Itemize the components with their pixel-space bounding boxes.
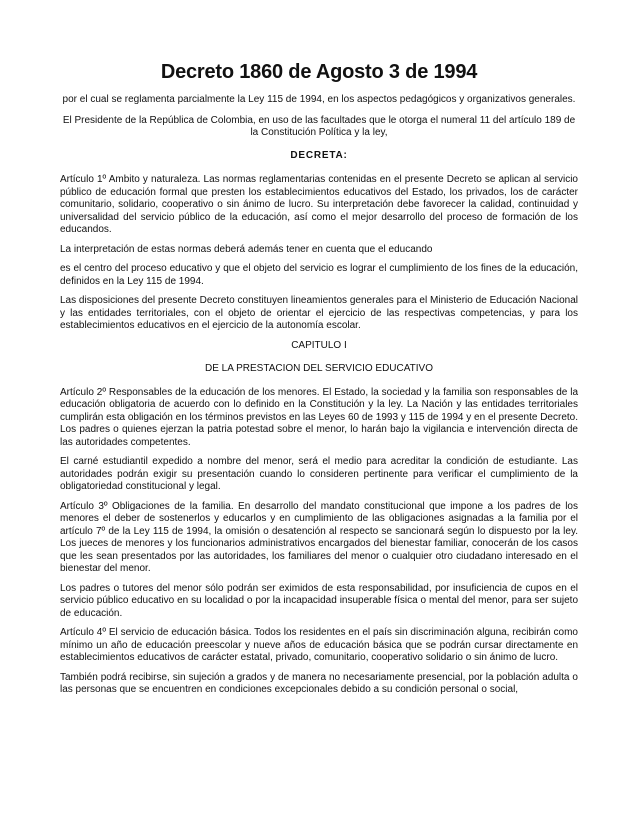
interpretation-paragraph: La interpretación de estas normas deberá además tener en cuenta que el educando	[60, 243, 433, 255]
preamble: El Presidente de la República de Colombia, en uso de las facultades que le otorga el numeral 11 del artículo 189 de la Constitución Política y la ley,	[62, 114, 576, 138]
disposiciones-paragraph: Las disposiciones del presente Decreto constituyen lineamientos generales para el Ministerio de Educación Nacional y las entidades territoriales, con el objeto de orientar el ejercicio de las respectivas competencias, y para los establecimientos educativos en el ejercicio de la autonomía escolar.	[60, 295, 578, 331]
article-2-paragraph: Artículo 2º Responsables de la educación de los menores. El Estado, la sociedad y la familia son responsables de la educación obligatoria de acuerdo con lo definido en la Constitución y la ley. La Nación y las entidades territoriales cumplirán esta obligación en los términos previstos en las Leyes 60 de 1993 y 115 de 1994 y en el presente Decreto. Los padres o quienes ejerzan la patria potestad sobre el menor, lo harán bajo la vigilancia e intervención directa de las autoridades competentes.	[60, 386, 578, 448]
padres-paragraph: Los padres o tutores del menor sólo podrán ser eximidos de esta responsabilidad, por insuficiencia de cupos en el servicio público educativo en su localidad o por la incapacidad insuperable física o mental del menor, para ser sujeto de educación.	[60, 582, 578, 619]
document-subtitle: por el cual se reglamenta parcialmente la Ley 115 de 1994, en los aspectos pedagógicos y organizativos generales.	[62, 94, 576, 105]
document-title: Decreto 1860 de Agosto 3 de 1994	[160, 61, 478, 83]
article-4-paragraph: Artículo 4º El servicio de educación básica. Todos los residentes en el país sin discriminación alguna, recibirán como mínimo un año de educación preescolar y nueve años de educación básica que se podrán cursar directamente en establecimientos educativos de carácter estatal, privado, comunitario, cooperativo solidario o sin ánimo de lucro.	[60, 627, 578, 663]
article-1-paragraph: Artículo 1º Ambito y naturaleza. Las normas reglamentarias contenidas en el presente Decreto se aplican al servicio público de educación formal que presten los establecimientos educativos del Estado, los privados, los de carácter comunitario, solidario, cooperativo o sin ánimo de lucro. Su interpretación debe favorecer la calidad, continuidad y universalidad del servicio público de la educación, así como el mejor desarrollo del proceso de formación de los educandos.	[60, 174, 578, 235]
chapter-number: CAPITULO I	[291, 339, 347, 351]
decreta-heading: DECRETA:	[290, 149, 348, 161]
article-3-paragraph: Artículo 3º Obligaciones de la familia. En desarrollo del mandato constitucional que impone a los padres de los menores el deber de sostenerlos y educarlos y en cumplimiento de las obligaciones asignadas a la familia por el artículo 7º de la Ley 115 de 1994, la omisión o desatención al respecto se sancionará según lo dispuesto por la ley. Los jueces de menores y los funcionarios administrativos encargados del bienestar familiar, conocerán de los casos que les sean presentados por las autoridades, los familiares del menor o cualquier otro ciudadano interesado en el bienestar del menor.	[60, 500, 578, 574]
carne-paragraph: El carné estudiantil expedido a nombre del menor, será el medio para acreditar la condición de estudiante. Las autoridades podrán exigir su presentación cuando lo consideren pertinente para verificar el cumplimiento de la obligatoriedad constitucional y legal.	[60, 456, 578, 492]
educando-paragraph: es el centro del proceso educativo y que el objeto del servicio es lograr el cumplimiento de los fines de la educación, definidos en la Ley 115 de 1994.	[60, 263, 578, 287]
tambien-paragraph: También podrá recibirse, sin sujeción a grados y de manera no necesariamente presencial, por la población adulta o las personas que se encuentren en condiciones excepcionales debido a su condición personal o social,	[60, 671, 578, 695]
chapter-title: DE LA PRESTACION DEL SERVICIO EDUCATIVO	[204, 363, 434, 374]
